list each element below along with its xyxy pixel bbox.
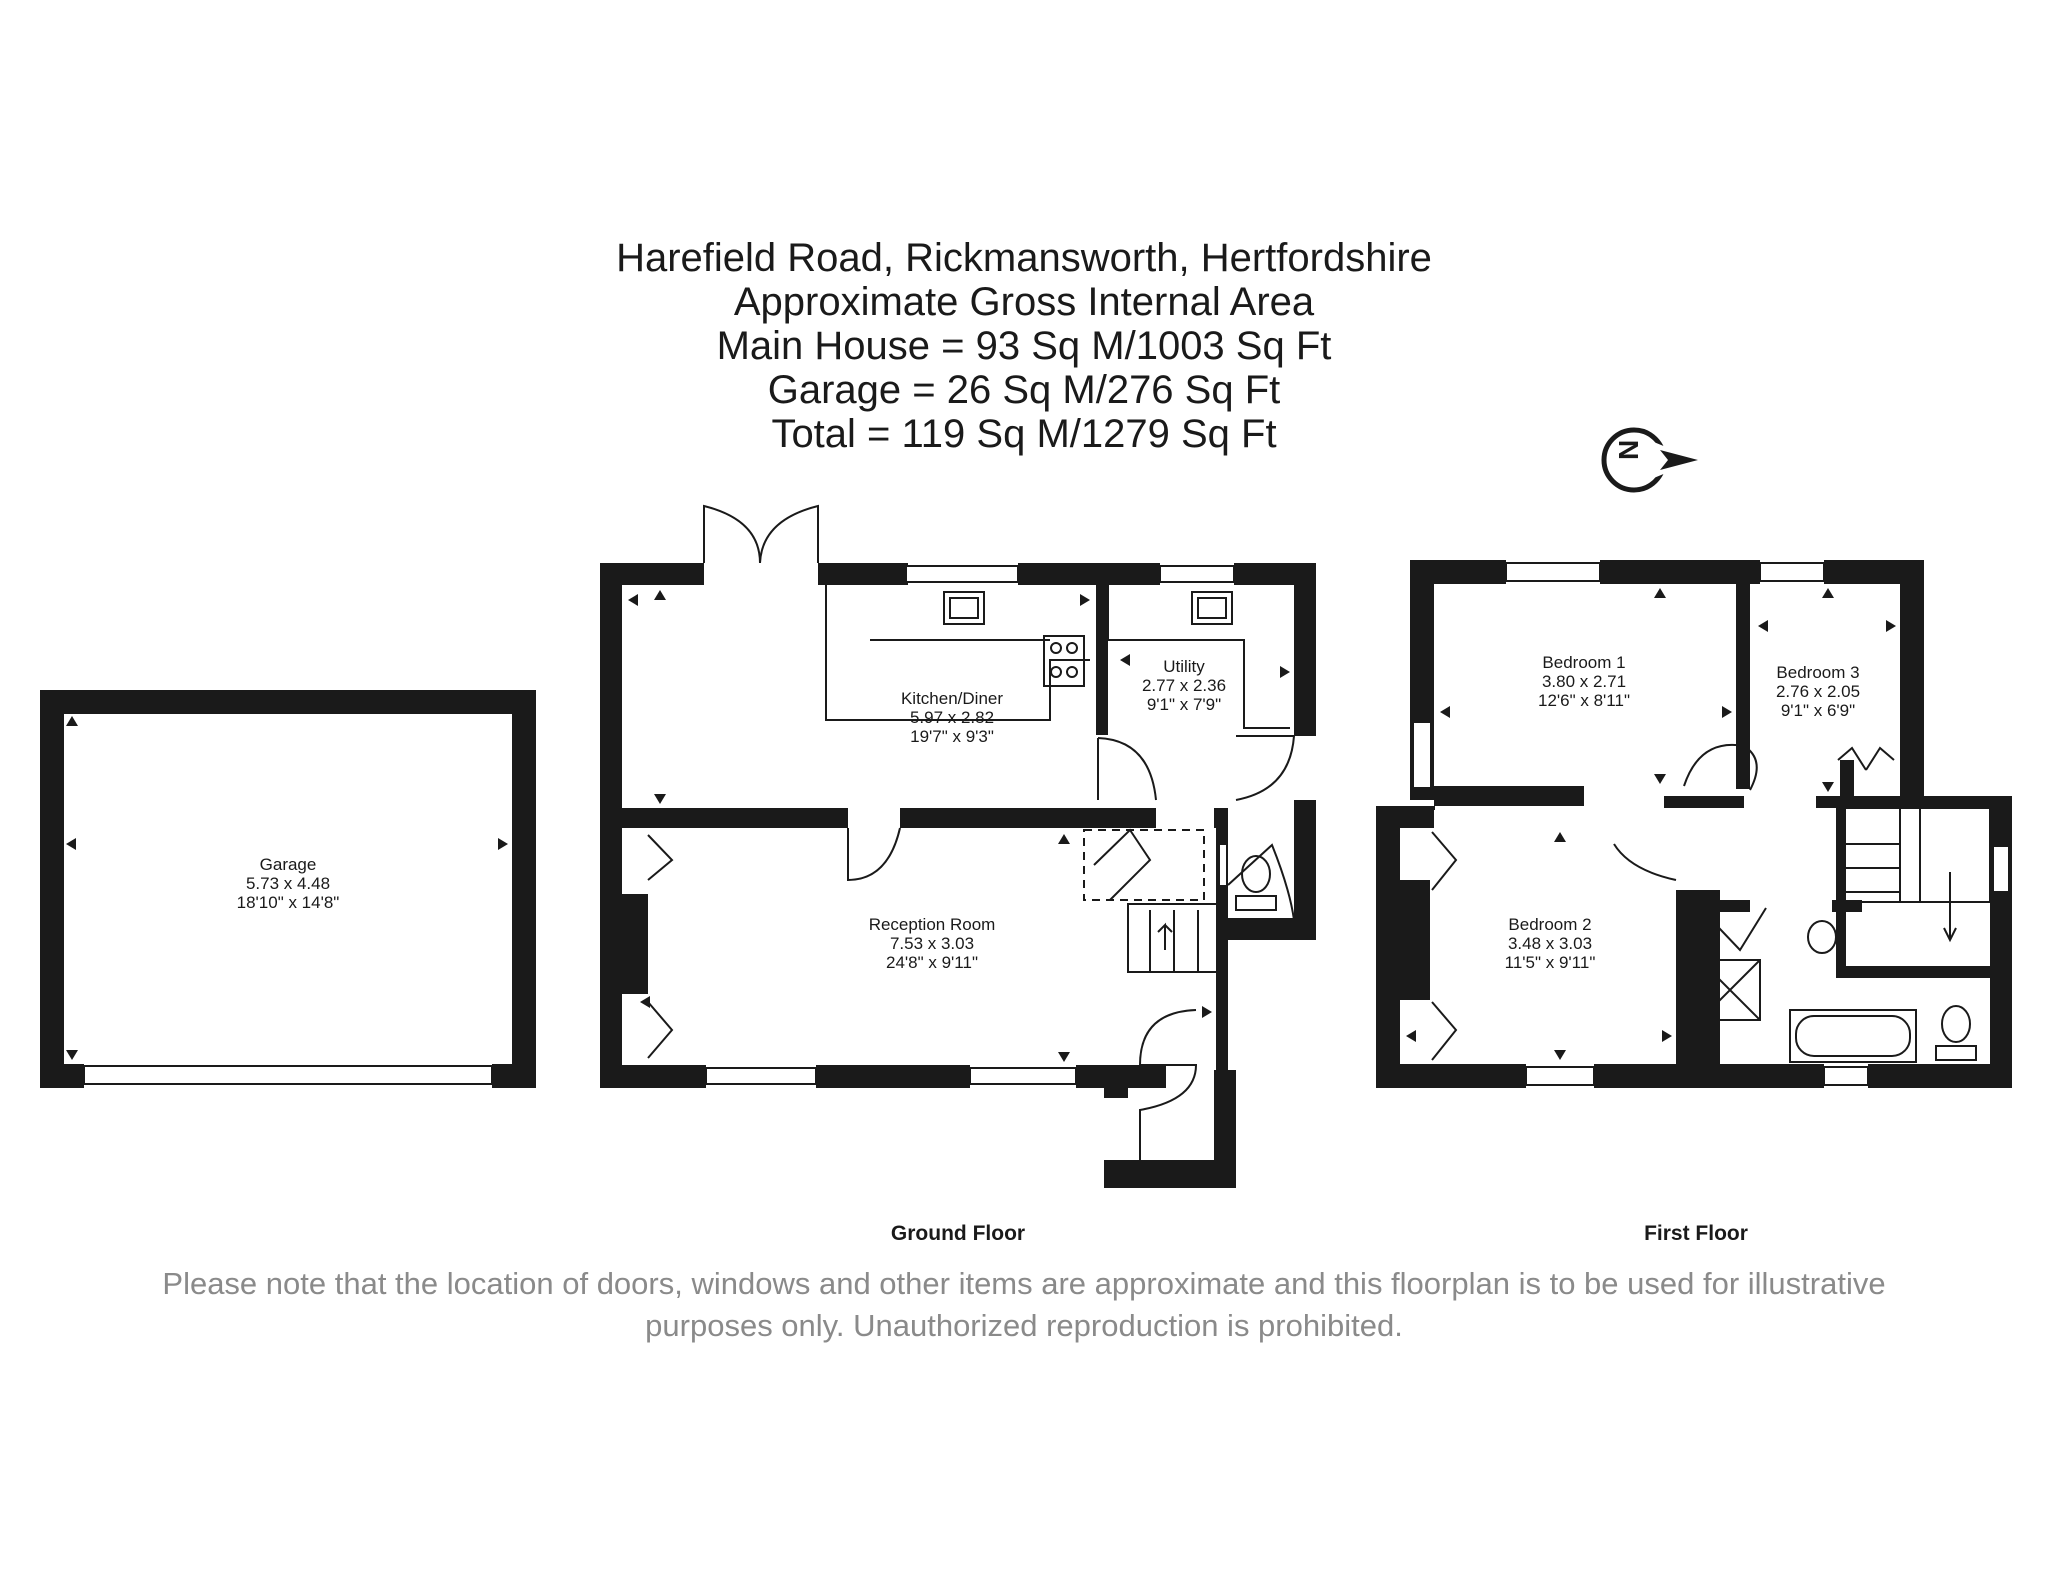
reception-imperial: 24'8" x 9'11" [886, 953, 978, 972]
first-floor-walls [1376, 560, 2012, 1088]
total-area: Total = 119 Sq M/1279 Sq Ft [771, 412, 1277, 456]
bedroom1-name: Bedroom 1 [1542, 653, 1626, 672]
garage-name: Garage [259, 855, 317, 874]
utility-imperial: 9'1" x 7'9" [1146, 695, 1222, 714]
utility-name: Utility [1163, 657, 1205, 676]
garage-area: Garage = 26 Sq M/276 Sq Ft [767, 368, 1281, 412]
disclaimer-line-2: purposes only. Unauthorized reproduction is prohibited. [645, 1308, 1403, 1343]
fixtures [648, 506, 1990, 1160]
main-house-area: Main House = 93 Sq M/1003 Sq Ft [716, 324, 1332, 368]
ground-floor-walls [600, 563, 1316, 1188]
reception-name: Reception Room [868, 915, 996, 934]
first-floor-label: First Floor [1644, 1222, 1748, 1245]
bedroom3-name: Bedroom 3 [1776, 663, 1860, 682]
bedroom1-imperial: 12'6" x 8'11" [1538, 691, 1630, 710]
reception-metric: 7.53 x 3.03 [889, 934, 975, 953]
area-title: Approximate Gross Internal Area [733, 280, 1315, 324]
address-title: Harefield Road, Rickmansworth, Hertfordshire [616, 236, 1432, 280]
disclaimer-line-1: Please note that the location of doors, windows and other items are approximate and this floorplan is to be used for illustrative [162, 1266, 1886, 1301]
kitchen-metric: 5.97 x 2.82 [909, 708, 995, 727]
utility-metric: 2.77 x 2.36 [1141, 676, 1227, 695]
garage-metric: 5.73 x 4.48 [245, 874, 331, 893]
bedroom2-name: Bedroom 2 [1508, 915, 1592, 934]
kitchen-name: Kitchen/Diner [900, 689, 1004, 708]
kitchen-imperial: 19'7" x 9'3" [910, 727, 994, 746]
bedroom3-metric: 2.76 x 2.05 [1775, 682, 1861, 701]
bedroom1-metric: 3.80 x 2.71 [1541, 672, 1627, 691]
bedroom2-metric: 3.48 x 3.03 [1507, 934, 1593, 953]
bedroom3-imperial: 9'1" x 6'9" [1780, 701, 1856, 720]
ground-floor-label: Ground Floor [890, 1222, 1026, 1245]
bedroom2-imperial: 11'5" x 9'11" [1504, 953, 1596, 972]
disclaimer-note [0, 1263, 2048, 1347]
compass-letter: N [1613, 439, 1644, 460]
garage-imperial: 18'10" x 14'8" [236, 893, 340, 912]
walls [40, 560, 2012, 1188]
